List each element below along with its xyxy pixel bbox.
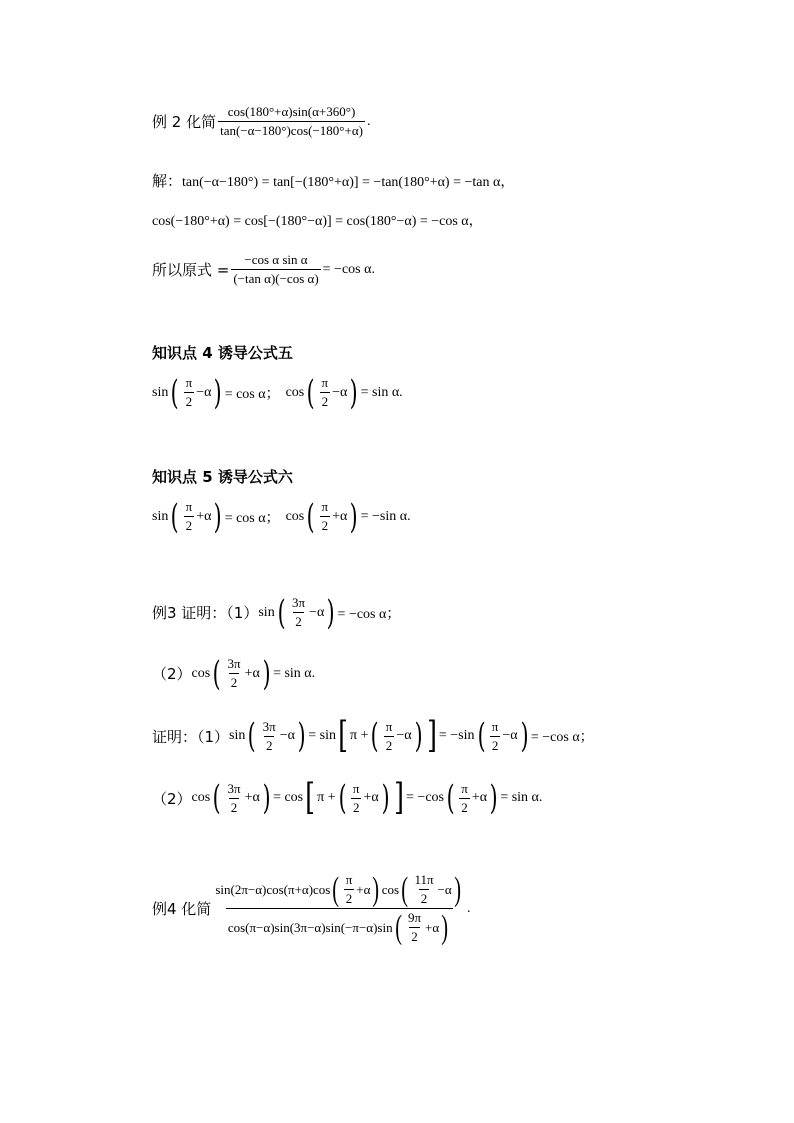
pi-over-2 (184, 499, 195, 534)
denominator: 2 (385, 737, 393, 753)
example-2-label: 例 2 化简 (152, 113, 217, 131)
part-label: （2） (152, 789, 192, 808)
right-bracket: ] (426, 715, 437, 756)
numerator: π (185, 375, 193, 390)
denominator: 2 (230, 675, 238, 690)
denominator: 2 (295, 614, 302, 629)
numerator: 3π (227, 656, 241, 671)
minus-alpha: −α (396, 728, 412, 743)
minus-alpha: −α (196, 384, 212, 400)
denominator: 2 (185, 394, 193, 409)
pi-over-2 (320, 499, 331, 534)
denominator: 2 (420, 891, 428, 906)
pi-over-2 (344, 872, 355, 907)
section-title: 知识点 4 诱导公式五 (152, 344, 293, 362)
left-paren: ( (306, 372, 315, 413)
formula-6 (152, 496, 411, 537)
numerator: π (352, 780, 360, 796)
plus-alpha: +α (244, 790, 260, 805)
conclusion-label: 所以原式 = (152, 261, 230, 279)
example-2 (152, 104, 370, 139)
pi-over-2 (384, 719, 395, 754)
numerator: 3π (262, 718, 276, 734)
denominator: 2 (230, 799, 238, 815)
numerator-text: sin(2π−α)cos(π+α)cos (215, 881, 331, 897)
fraction-numerator: −cos α sin α (244, 252, 308, 267)
right-paren: ) (214, 372, 223, 413)
func-cos: cos (285, 508, 305, 524)
pi-plus: π + (317, 790, 336, 805)
right-paren: ) (326, 592, 335, 633)
numerator: π (385, 718, 393, 734)
func-cos: cos (285, 384, 305, 400)
right-paren: ) (489, 778, 498, 818)
right-paren: ) (349, 496, 358, 537)
example-2-fraction (218, 104, 365, 139)
knowledge-point-4-title (152, 342, 293, 363)
equals-neg-cos: = −cos (406, 790, 444, 805)
proof-label: 证明：（1） (152, 727, 230, 746)
pi-over-2 (459, 781, 470, 816)
example-3-label: 例3 证明：（1） (152, 604, 259, 622)
example-3-part-1 (152, 592, 401, 633)
minus-alpha: −α (502, 728, 518, 743)
left-bracket: [ (305, 777, 316, 818)
func-sin: sin (229, 728, 246, 743)
denominator: 2 (345, 891, 353, 906)
denominator: 2 (411, 929, 418, 944)
period: . (366, 113, 371, 129)
left-paren: ( (248, 716, 257, 756)
func-cos: cos (191, 665, 211, 681)
plus-alpha: +α (363, 790, 379, 805)
left-paren: ( (338, 778, 347, 818)
right-paren: ) (297, 716, 306, 756)
right-paren: ) (372, 870, 380, 908)
numerator: π (185, 499, 193, 514)
left-paren: ( (371, 716, 380, 756)
right-paren: ) (414, 716, 423, 756)
denominator: 2 (321, 518, 329, 533)
numerator: π (345, 872, 353, 887)
fraction-numerator: cos(180°+α)sin(α+360°) (227, 104, 356, 119)
example-3-part-2 (152, 653, 316, 694)
denominator: 2 (461, 799, 468, 815)
func-cos: cos (191, 790, 211, 805)
result: = cos α； (224, 386, 280, 402)
result: = cos α； (224, 510, 280, 526)
right-paren: ) (262, 778, 271, 818)
right-paren: ) (262, 653, 271, 694)
denominator: 2 (352, 799, 360, 815)
equals-neg-sin: = −sin (438, 728, 475, 743)
denominator: 2 (321, 394, 329, 409)
three-pi-over-2 (290, 595, 307, 630)
left-paren: ( (394, 908, 402, 946)
fraction-denominator (226, 908, 453, 945)
result: = sin α. (500, 790, 543, 805)
solution-line-2 (152, 210, 483, 230)
numerator: 3π (291, 595, 306, 610)
plus-alpha: +α (471, 790, 488, 805)
minus-alpha: −α (279, 728, 295, 743)
minus-alpha: −α (437, 881, 452, 897)
example-4-fraction (213, 872, 465, 945)
eleven-pi-over-2 (412, 872, 435, 907)
numerator: 11π (414, 872, 434, 887)
numerator: π (321, 375, 329, 390)
proof-part-2 (152, 777, 543, 818)
pi-over-2 (351, 781, 362, 816)
right-paren: ) (381, 778, 390, 818)
period: . (467, 900, 471, 916)
solution-label: 解： (152, 172, 183, 190)
three-pi-over-2 (225, 656, 242, 691)
conclusion-fraction (231, 252, 320, 287)
denominator: 2 (491, 737, 499, 753)
left-paren: ( (401, 870, 409, 908)
example-4 (152, 872, 471, 945)
minus-alpha: −α (309, 604, 325, 620)
solution-equation-1: tan(−α−180°) = tan[−(180°+α)] = −tan(180°+α) = −tan α， (182, 174, 515, 190)
knowledge-point-5-title (152, 466, 293, 487)
denominator: 2 (265, 737, 273, 753)
equals-sin: = sin (308, 728, 336, 743)
minus-alpha: −α (332, 384, 348, 400)
result: = sin α. (360, 384, 403, 400)
left-paren: ( (170, 372, 179, 413)
result: = −sin α. (360, 508, 411, 524)
func-sin: sin (152, 384, 169, 400)
result: = −cos α； (530, 730, 594, 745)
example-4-label: 例4 化简 (152, 900, 212, 918)
func-sin: sin (258, 604, 275, 620)
left-paren: ( (446, 778, 455, 818)
left-paren: ( (306, 496, 315, 537)
left-paren: ( (332, 870, 340, 908)
plus-alpha: +α (332, 508, 348, 524)
pi-over-2 (320, 375, 331, 410)
fraction-numerator (213, 872, 465, 908)
plus-alpha: +α (196, 508, 212, 524)
numerator: 3π (227, 780, 241, 796)
right-paren: ) (214, 496, 223, 537)
left-paren: ( (277, 592, 286, 633)
denominator-text: cos(π−α)sin(3π−α)sin(−π−α)sin (227, 919, 393, 935)
formula-5 (152, 372, 403, 413)
left-paren: ( (212, 653, 221, 694)
numerator: π (321, 499, 329, 514)
numerator: π (491, 718, 499, 734)
solution-equation-2: cos(−180°+α) = cos[−(180°−α)] = cos(180°−α) = −cos α， (152, 214, 483, 229)
fraction-denominator: (−tan α)(−cos α) (233, 271, 319, 286)
plus-alpha: +α (425, 919, 440, 935)
proof-part-1 (152, 715, 594, 756)
right-paren: ) (520, 716, 529, 756)
left-paren: ( (212, 778, 221, 818)
solution-line-1 (152, 170, 514, 191)
right-paren: ) (441, 908, 449, 946)
fraction-denominator: tan(−α−180°)cos(−180°+α) (220, 123, 363, 138)
pi-over-2 (490, 719, 501, 754)
left-paren: ( (477, 716, 486, 756)
func-sin: sin (152, 508, 169, 524)
plus-alpha: +α (356, 881, 371, 897)
three-pi-over-2 (261, 719, 278, 754)
right-paren: ) (453, 870, 461, 908)
numerator: 9π (407, 910, 422, 925)
pi-plus: π + (350, 728, 369, 743)
left-bracket: [ (338, 715, 348, 756)
plus-alpha: +α (244, 665, 260, 681)
left-paren: ( (170, 496, 179, 537)
conclusion-result: = −cos α. (322, 261, 375, 277)
solution-line-3 (152, 252, 375, 287)
func-cos: cos (381, 881, 400, 897)
section-title: 知识点 5 诱导公式六 (152, 468, 293, 486)
three-pi-over-2 (225, 781, 242, 816)
pi-over-2 (184, 375, 195, 410)
part-label: （2） (152, 665, 192, 683)
numerator: π (461, 780, 468, 796)
result: = −cos α； (337, 606, 401, 622)
result: = sin α. (273, 665, 316, 681)
denominator: 2 (185, 518, 193, 533)
right-paren: ) (349, 372, 358, 413)
equals-cos: = cos (273, 790, 304, 805)
right-bracket: ] (394, 777, 404, 818)
nine-pi-over-2 (406, 910, 423, 945)
